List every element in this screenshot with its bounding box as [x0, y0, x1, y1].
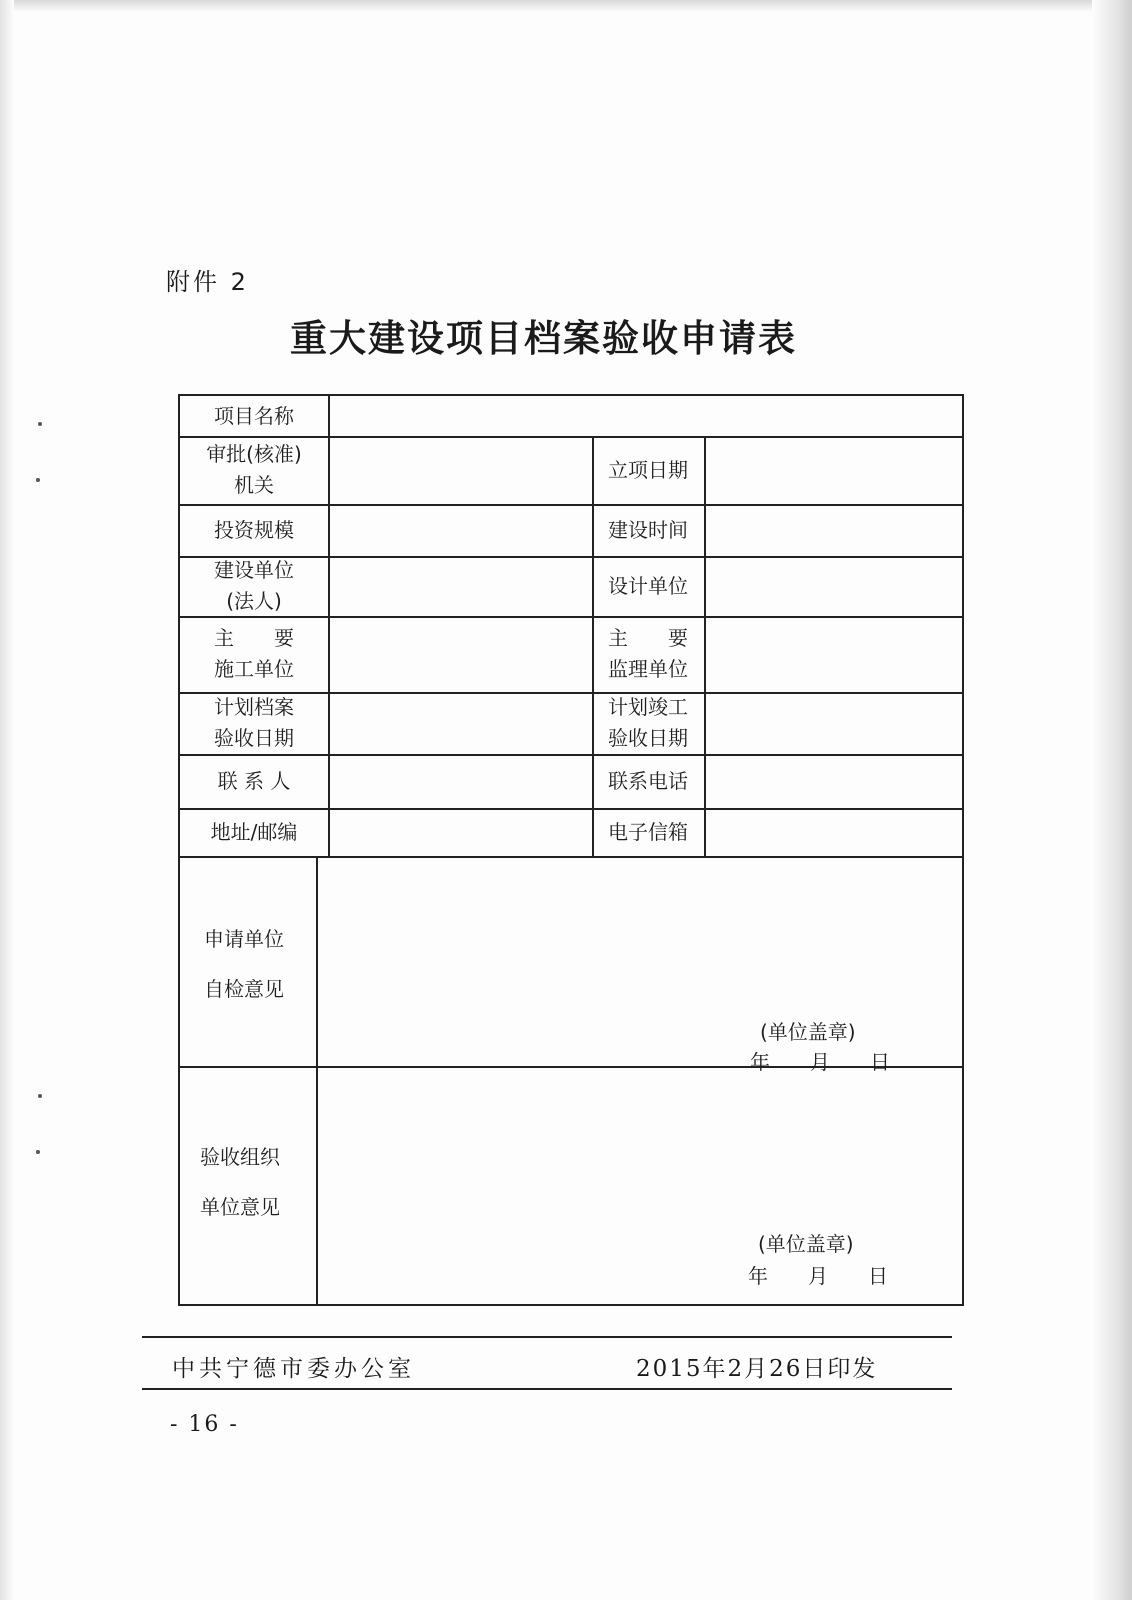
issue-date: 2015年2月26日印发 [636, 1356, 878, 1382]
label-planned-completion-acceptance-date: 计划竣工 验收日期 [608, 695, 688, 750]
applicant-seal: (单位盖章) [760, 1020, 856, 1044]
label-investment-scale: 投资规模 [214, 517, 294, 542]
input-project-name[interactable] [330, 396, 962, 436]
input-design-unit[interactable] [706, 556, 962, 616]
input-construction-time[interactable] [706, 504, 962, 556]
acceptance-opinion-label: 验收组织 单位意见 [200, 1145, 280, 1219]
attachment-label: 附件 2 [166, 268, 249, 296]
label-main-contractor: 主 要 施工单位 [214, 626, 294, 681]
input-construction-unit[interactable] [330, 556, 592, 616]
label-design-unit: 设计单位 [608, 573, 688, 598]
scan-edge-top [0, 0, 1132, 12]
form-title: 重大建设项目档案验收申请表 [290, 317, 797, 360]
scan-speck [38, 422, 42, 426]
input-investment-scale[interactable] [330, 504, 592, 556]
scan-speck [36, 478, 40, 482]
footer-rule-bottom [142, 1388, 952, 1390]
scan-edge-right [1092, 0, 1132, 1600]
input-contact-phone[interactable] [706, 754, 962, 808]
page-number: - 16 - [170, 1412, 239, 1437]
label-approval-authority: 审批(核准) 机关 [206, 442, 302, 497]
label-construction-unit: 建设单位 (法人) [214, 558, 294, 613]
label-construction-time: 建设时间 [608, 517, 688, 542]
label-address-postcode: 地址/邮编 [210, 819, 298, 844]
input-address-postcode[interactable] [330, 808, 592, 856]
label-planned-archive-acceptance-date: 计划档案 验收日期 [214, 695, 294, 750]
acceptance-date: 年 月 日 [748, 1264, 888, 1288]
label-main-supervisor: 主 要 监理单位 [608, 626, 688, 681]
label-project-date: 立项日期 [608, 457, 688, 482]
label-contact-phone: 联系电话 [608, 768, 688, 793]
label-contact-person: 联 系 人 [217, 768, 291, 793]
footer-rule-top [142, 1336, 952, 1338]
input-approval-authority[interactable] [330, 436, 592, 504]
scan-speck [38, 1094, 42, 1098]
applicant-date: 年 月 日 [750, 1050, 890, 1074]
acceptance-seal: (单位盖章) [758, 1232, 854, 1256]
issuer: 中共宁德市委办公室 [172, 1356, 415, 1382]
applicant-opinion-label: 申请单位 自检意见 [204, 927, 284, 1001]
input-email[interactable] [706, 808, 962, 856]
input-project-date[interactable] [706, 436, 962, 504]
label-email: 电子信箱 [608, 819, 688, 844]
scan-speck [36, 1150, 40, 1154]
input-main-supervisor[interactable] [706, 616, 962, 692]
input-contact-person[interactable] [330, 754, 592, 808]
label-project-name: 项目名称 [214, 403, 294, 428]
applicant-opinion-field[interactable] [318, 858, 962, 1066]
application-form-table [178, 394, 964, 1306]
scan-edge-left [0, 0, 14, 1600]
input-planned-archive-acceptance-date[interactable] [330, 692, 592, 754]
input-main-contractor[interactable] [330, 616, 592, 692]
input-planned-completion-acceptance-date[interactable] [706, 692, 962, 754]
